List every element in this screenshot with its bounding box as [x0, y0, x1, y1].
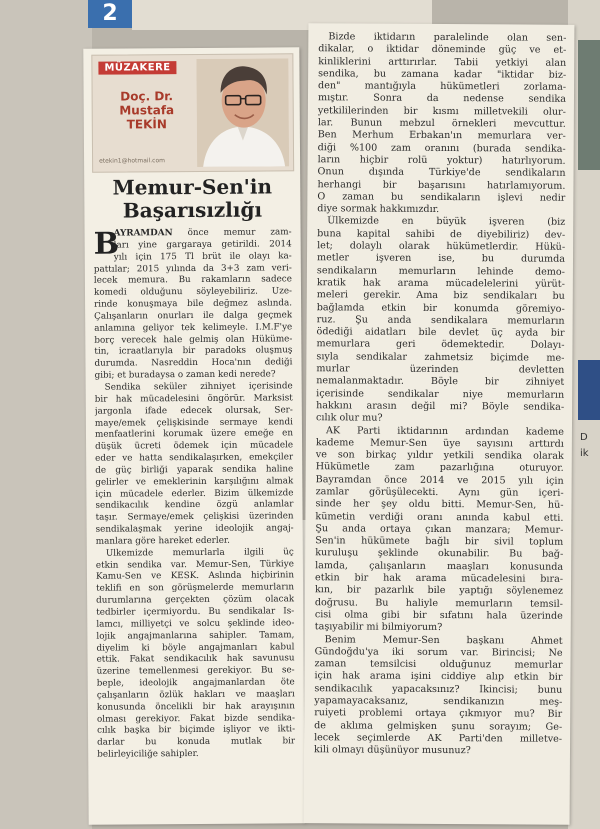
- text-line: pattılar; 2015 yılında da 3+3 zam veri-: [93, 262, 292, 275]
- clipping-left: [83, 47, 304, 824]
- text-line: sendikacılık yapacaksınız? İkincisi; bunu: [314, 682, 563, 696]
- text-line: komedi olduğunu söyleyebiliriz. Üze-: [93, 286, 293, 298]
- text-line: lecek seçimlerde AK Parti'den milletve-: [314, 732, 563, 745]
- text-line: yetkililerinden bir kısmı milletvekili olur-: [317, 105, 566, 118]
- lead-lines: [114, 227, 292, 264]
- lead-line: [114, 227, 292, 240]
- author-photo: [196, 58, 289, 167]
- column-1-lines: [94, 263, 295, 762]
- text-line: lecek memura. Bu rakamların sadece: [93, 274, 292, 287]
- text-line: sendikalaşmak yerine ideolojik angaj-: [95, 523, 294, 535]
- text-line: üzerine temellenmesi gerekiyor. Bu se-: [96, 665, 295, 677]
- lead-line: ları yine gargaraya getirildi. 2014: [113, 239, 292, 251]
- text-line: etkin sendika var. Memur-Sen, Türkiye: [95, 558, 294, 571]
- text-line: doğrusu. Bu haliyle memurların temsil-: [314, 596, 563, 610]
- text-line: sıyla sendikalar zahmetsiz biçimde me-: [316, 350, 565, 364]
- drop-cap: B: [93, 226, 120, 262]
- lead-first-word: AYRAMDAN: [113, 228, 173, 239]
- text-line: mıştır. Sonra da nedense sendika: [317, 92, 567, 106]
- text-line: yapamayacaksanız, sendikanızın meş-: [314, 695, 563, 708]
- text-line: kinliklerini arttırırlar. Tabii yetkiyi alan: [318, 55, 567, 69]
- column-tag: MÜZAKERE: [98, 61, 176, 75]
- text-line: murlar üzerinden devletten: [316, 363, 565, 376]
- author-byline: [99, 89, 195, 132]
- text-line: zamlar görüşülecekti. Aynı gün içeri-: [315, 486, 564, 499]
- text-line: gelirler ve emeklerinin karşılığını almak: [95, 476, 294, 488]
- text-line: bir hak mücadelesini öngörür. Marksist: [94, 393, 293, 405]
- text-line: ödediği aidatları bile devlet üç ayda bir: [316, 326, 565, 339]
- text-line: belirleyiciliğe sahipler.: [97, 749, 199, 760]
- text-line: teklifi en son görüşmelerde memurların: [96, 582, 295, 594]
- text-line: için hak arama işini ciddiye alıp etkin bir: [314, 670, 563, 684]
- text-line: diye sormak hakkımızdır.: [317, 203, 440, 216]
- text-line: Onun dışında Türkiye'de sendikaların: [317, 166, 566, 180]
- text-line: kademe Memur-Sen üye sayısını arttırdı: [315, 437, 564, 450]
- author-email: etekin1@hotmail.com: [99, 157, 166, 165]
- text-line: nemalanmaktadır. Böyle bir zihniyet: [316, 375, 565, 389]
- text-line: cisi olma gibi bir sıfatını hala üzerinde: [314, 609, 563, 622]
- lead-text: önce memur zam-: [172, 227, 292, 239]
- page-number: 2: [88, 0, 132, 28]
- text-line: AK Parti iktidarının ardından kademe: [325, 424, 564, 438]
- text-line: zaman temsilcisi olduğunuz memurlar: [314, 658, 563, 671]
- text-line: olması gerekiyor. Fakat bizde sendika-: [96, 712, 296, 725]
- text-line: anlamına geliyor tek kelimeyle. I.M.F'ye: [94, 322, 293, 334]
- article-column-1: [94, 227, 296, 761]
- text-line: lojik angajmanlarına sahipler. Tamam,: [96, 629, 295, 642]
- text-line: kın, bir pazarlık bile yaptığı söylenemez: [314, 584, 564, 598]
- text-line: Çalışanların onurları ile dalga geçmek: [94, 310, 293, 322]
- text-line: manlara göre hareket ederler.: [95, 535, 230, 547]
- text-line: cılık olur mu?: [316, 412, 383, 424]
- text-line: taşır. Sermaye/emek çelişkisi üzerinden: [95, 511, 294, 523]
- text-line: konusunda öncelikli bir hak arayışının: [96, 701, 295, 713]
- text-line: ve son birkaç yıldır yetkili sendika olarak: [315, 449, 564, 462]
- text-line: herhangi bir başarısını hatırlamıyorum.: [317, 178, 566, 192]
- text-line: ruz. Şu anda sendikalara memurların: [316, 314, 565, 327]
- author-first-name: Mustafa: [119, 103, 175, 118]
- text-line: Ülkemizde memurlarla ilgili üç: [105, 547, 294, 559]
- lead-line: yılı için 175 Tl brüt ile olayı ka-: [113, 251, 292, 263]
- text-line: içerisinde sendikalar niye memurların: [316, 387, 565, 401]
- background-left: [0, 0, 92, 829]
- adjacent-text-line: D: [580, 432, 588, 443]
- text-line: jargonla ifade edecek olursak, Ser-: [94, 404, 293, 417]
- text-line: de güç birliği yaparak sendika haline: [95, 464, 294, 476]
- text-line: ların hiçbir rolü yoktur) hatırlıyorum.: [317, 154, 566, 167]
- adjacent-text: [580, 430, 600, 462]
- text-line: diği %100 zam oranını (burada sendika-: [317, 141, 566, 155]
- text-line: lamda, çalışanların maaşları konusunda: [315, 560, 564, 573]
- text-line: cılık başka bir biçimde işliyor ve ikti-: [97, 724, 296, 737]
- text-line: kratik hak arama mücadelelerini yürüt-: [316, 277, 565, 290]
- text-line: buna kapital sahibi de diyebiliriz) dev-: [317, 228, 566, 241]
- text-line: taşıyabilir mi bilmiyorum?: [314, 621, 443, 634]
- adjacent-photo: [578, 40, 600, 170]
- text-line: memurlara geri ödemektedir. Dolayı-: [316, 338, 565, 352]
- text-line: durumda. Nasreddin Hoca'nın dediği: [94, 357, 293, 369]
- article-column-2: [314, 31, 566, 758]
- text-line: bağlamda etkin bir konumda göremiyo-: [316, 301, 565, 315]
- text-line: O zaman bu sendikaların işlevi nedir: [317, 191, 566, 204]
- text-line: diyelim ki böyle angajmanları kabul: [96, 641, 295, 654]
- text-line: hakkını arasın değil mi? Böyle sendika-: [316, 400, 565, 413]
- text-line: Benim Memur-Sen başkanı Ahmet: [324, 633, 563, 647]
- text-line: Ben Merhum Erbakan'ın memurlara ver-: [317, 129, 566, 143]
- adjacent-text-line: ik: [580, 448, 589, 459]
- text-line: ruiyeti problemi ortaya çıkmıyor mu? Bir: [314, 707, 563, 721]
- text-line: Hükümetle zam pazarlığına oturuyor.: [315, 461, 564, 475]
- text-line: den" mantığıyla hükümetleri zorlama-: [318, 80, 567, 93]
- text-line: Şu anda ortaya çıkan manzara; Memur-: [315, 523, 564, 536]
- text-line: let; dolaylı olarak hükümetlerdir. Hükü-: [317, 240, 566, 253]
- text-line: Sen'in hükümete bağlı bir sivil toplum: [315, 535, 564, 548]
- text-line: maye/emek çelişkisinde sermaye kendi: [94, 416, 293, 429]
- text-line: Bayramdan önce 2014 ve 2015 yılı için: [315, 473, 564, 487]
- text-line: Kamu-Sen ve KESK. Aslında hiçbirinin: [95, 570, 295, 583]
- text-line: rinde konuşmaya bile değmez aslında.: [94, 298, 293, 310]
- headline-line-2: Başarısızlığı: [122, 197, 263, 223]
- article-headline: [90, 175, 294, 222]
- text-line: menfaatlerini korumak üzere emeğe en: [94, 428, 294, 441]
- text-line: meleri gerekir. Ama biz sendikaları bu: [316, 289, 565, 303]
- text-line: Ülkemizde en büyük işveren (biz: [327, 215, 566, 229]
- text-line: Sendika seküler zihniyet içerisinde: [104, 381, 293, 393]
- text-line: sinde her şey oldu bitti. Memur-Sen, hü-: [315, 498, 564, 512]
- lead-paragraph-start: [94, 227, 292, 264]
- text-line: darlar bu konuda mutlak bir: [97, 736, 296, 748]
- text-line: gibi; et buradaysa o zaman kedi nerede?: [94, 369, 276, 381]
- text-line: durumlarına gerçekten çözüm olacak: [96, 594, 295, 606]
- text-line: düşük ücreti ödemek için mücadele: [95, 440, 294, 452]
- text-line: ettik. Fakat sendikacılık hak savunusu: [96, 653, 295, 666]
- text-line: için mücadele ederler. Bizim ülkemizde: [95, 487, 294, 500]
- text-line: kuruluşu şeklinde okunabilir. Bu bağ-: [315, 547, 564, 561]
- text-line: de aklıma gelmişken şunu sorayım; Ge-: [314, 719, 563, 733]
- author-title: Doç. Dr.: [120, 89, 174, 104]
- text-line: çalışanların özlük hakları ve maaşları: [96, 689, 295, 701]
- text-line: tedbirler içermiyordu. Bu sendikalar İs-: [96, 606, 295, 618]
- column-header: [91, 53, 294, 172]
- text-line: lamcı, milliyetçi ve solcu şeklinde ideo-: [96, 618, 295, 630]
- text-line: eder ve hatta sendikalaşırken, emekçiler: [95, 452, 294, 464]
- author-last-name: TEKİN: [126, 117, 167, 132]
- clipping-right: [304, 23, 575, 825]
- text-line: kili olmayı düşünüyor musunuz?: [313, 744, 471, 757]
- text-line: etkin bir hak arama mücadelesini bıra-: [315, 572, 564, 585]
- text-line: Gündoğdu'ya iki sorum var. Birincisi; Ne: [314, 646, 563, 659]
- text-line: tin, icraatlarıyla bir paradoks oluşmuş: [94, 345, 293, 358]
- text-line: dikalar, o iktidar döneminde güç ve et-: [318, 43, 567, 57]
- text-line: Bizde iktidarın paralelinde olan sen-: [328, 31, 567, 44]
- text-line: sendikaların memurların lehinde demo-: [316, 264, 565, 278]
- adjacent-block: [578, 360, 600, 420]
- text-line: lar. Bunun mebzul örnekleri mevcuttur.: [317, 117, 566, 130]
- text-line: metler işveren ise, bu durumda: [316, 252, 566, 266]
- text-line: borç verecek hale gelmiş olan Hüküme-: [94, 333, 293, 346]
- text-line: sendikacılık kendine özgü anlamlar: [95, 499, 294, 512]
- text-line: kümetin verdiği oranı anında kabul etti.: [315, 510, 564, 524]
- text-line: beple, ideolojik angajmanlardan öte: [96, 677, 295, 689]
- text-line: sendika, bu zamana kadar "iktidar biz-: [318, 68, 567, 81]
- headline-line-1: Memur-Sen'in: [112, 174, 273, 200]
